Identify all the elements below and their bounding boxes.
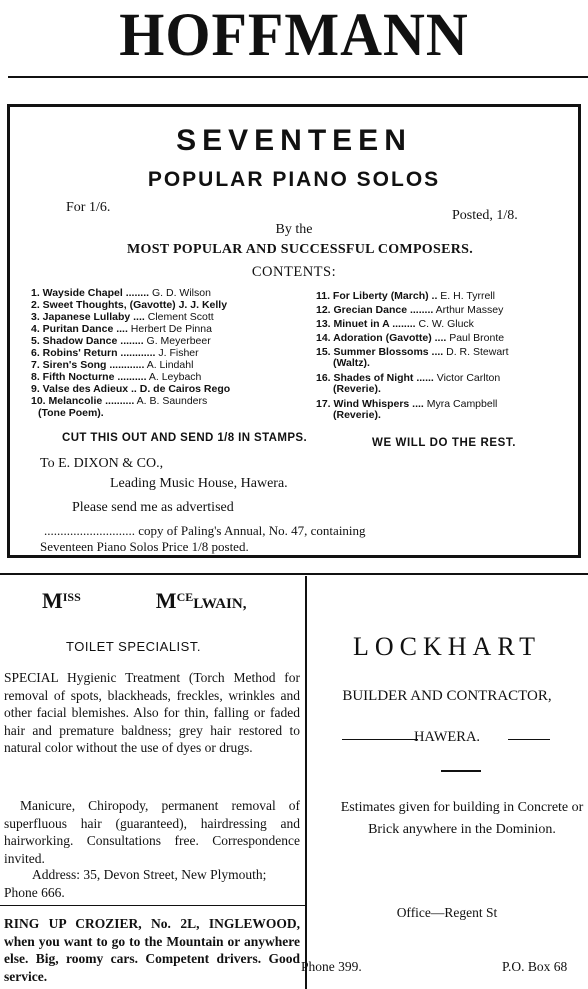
list-item: 1. Wayside Chapel ........ G. D. Wilson: [31, 287, 211, 299]
section-rule: [0, 573, 588, 575]
price-unposted: For 1/6.: [66, 200, 111, 215]
ad-rule: [0, 905, 305, 906]
price-posted: Posted, 1/8.: [452, 208, 518, 223]
cutout-instruction: CUT THIS OUT AND SEND 1/8 IN STAMPS.: [62, 432, 308, 444]
by-the-text: By the: [275, 222, 313, 237]
list-item: (Tone Poem).: [38, 407, 104, 419]
lockhart-po-box: P.O. Box 68: [502, 959, 568, 974]
lockhart-town: HAWERA.: [413, 729, 481, 745]
lockhart-office: Office—Regent St: [396, 905, 498, 920]
crozier-ad: RING UP CROZIER, No. 2L, INGLEWOOD, when you want to go to the Mountain or anywhere else. Big, roomy cars. Competent drivers. Good service.: [4, 916, 300, 984]
list-item: 11. For Liberty (March) .. E. H. Tyrrell: [316, 290, 495, 302]
contents-label: CONTENTS:: [251, 264, 337, 280]
list-item: 6. Robins' Return ............ J. Fisher: [31, 347, 199, 359]
list-item: 12. Grecian Dance ........ Arthur Massey: [316, 304, 504, 316]
order-please-line: Please send me as advertised: [72, 500, 234, 515]
ad-headline-popular-piano-solos: POPULAR PIANO SOLOS: [147, 168, 441, 191]
cutout-instruction-right: WE WILL DO THE REST.: [372, 437, 517, 449]
dash-rule-right: [508, 739, 550, 740]
list-item: (Reverie).: [333, 409, 381, 421]
list-item: 14. Adoration (Gavotte) .... Paul Bronte: [316, 332, 505, 344]
masthead-rule: [8, 76, 588, 78]
services-paragraph: Manicure, Chiropody, permanent removal of superfluous hair (guaranteed), hairdressing and hairworking. Consultations free. Correspondence invited.: [4, 798, 300, 866]
composers-heading: MOST POPULAR AND SUCCESSFUL COMPOSERS.: [126, 242, 474, 257]
list-item: 10. Melancolie .......... A. B. Saunders: [31, 395, 208, 407]
list-item: 5. Shadow Dance ........ G. Meyerbeer: [31, 335, 211, 347]
list-item: 13. Minuet in A ........ C. W. Gluck: [316, 318, 474, 330]
list-item: 9. Valse des Adieux .. D. de Cairos Rego: [31, 383, 231, 395]
list-item: 16. Shades of Night ...... Victor Carlton: [316, 372, 501, 384]
list-item: 8. Fifth Nocturne .......... A. Leybach: [31, 371, 202, 383]
lockhart-name: LOCKHART: [353, 632, 541, 661]
list-item: 17. Wind Whispers .... Myra Campbell: [316, 398, 498, 410]
treatment-paragraph: SPECIAL Hygienic Treatment (Torch Method for removal of spots, blackheads, freckles, wrinkles and other facial blemishes. Also for thin, falling or faded hair and premature baldness; grey hair restored to natural color without the use of dyes or drugs.: [4, 670, 300, 755]
order-copy-line: ............................ copy of Paling's Annual, No. 47, containing: [44, 523, 366, 538]
address-paragraph: Address: 35, Devon Street, New Plymouth; Phone 666.: [4, 867, 267, 900]
ad-headline-seventeen: SEVENTEEN: [176, 124, 412, 157]
specialist-title: TOILET SPECIALIST.: [66, 639, 201, 654]
list-item: 3. Japanese Lullaby .... Clement Scott: [31, 311, 214, 323]
advertiser-name: $M^{ISS}$ $M^{CE}LWAIN$,: [42, 588, 247, 613]
list-item: (Reverie).: [333, 383, 381, 395]
order-to-line: To E. DIXON & CO.,: [40, 456, 164, 471]
list-item: (Waltz).: [333, 357, 370, 369]
order-last-line: Seventeen Piano Solos Price 1/8 posted.: [40, 539, 249, 554]
lockhart-phone: Phone 399.: [301, 959, 362, 974]
list-item: 2. Sweet Thoughts, (Gavotte) J. J. Kelly: [31, 299, 228, 311]
list-item: 4. Puritan Dance .... Herbert De Pinna: [31, 323, 212, 335]
lockhart-role: BUILDER AND CONTRACTOR,: [342, 688, 552, 704]
masthead-title: HOFFMANN: [119, 0, 469, 69]
short-rule: [441, 770, 481, 772]
list-item: 15. Summer Blossoms .... D. R. Stewart: [316, 346, 509, 358]
list-item: 7. Siren's Song ............ A. Lindahl: [31, 359, 194, 371]
order-house-line: Leading Music House, Hawera.: [110, 476, 288, 491]
lockhart-estimates: Estimates given for building in Concrete or Brick anywhere in the Dominion.: [340, 800, 584, 837]
